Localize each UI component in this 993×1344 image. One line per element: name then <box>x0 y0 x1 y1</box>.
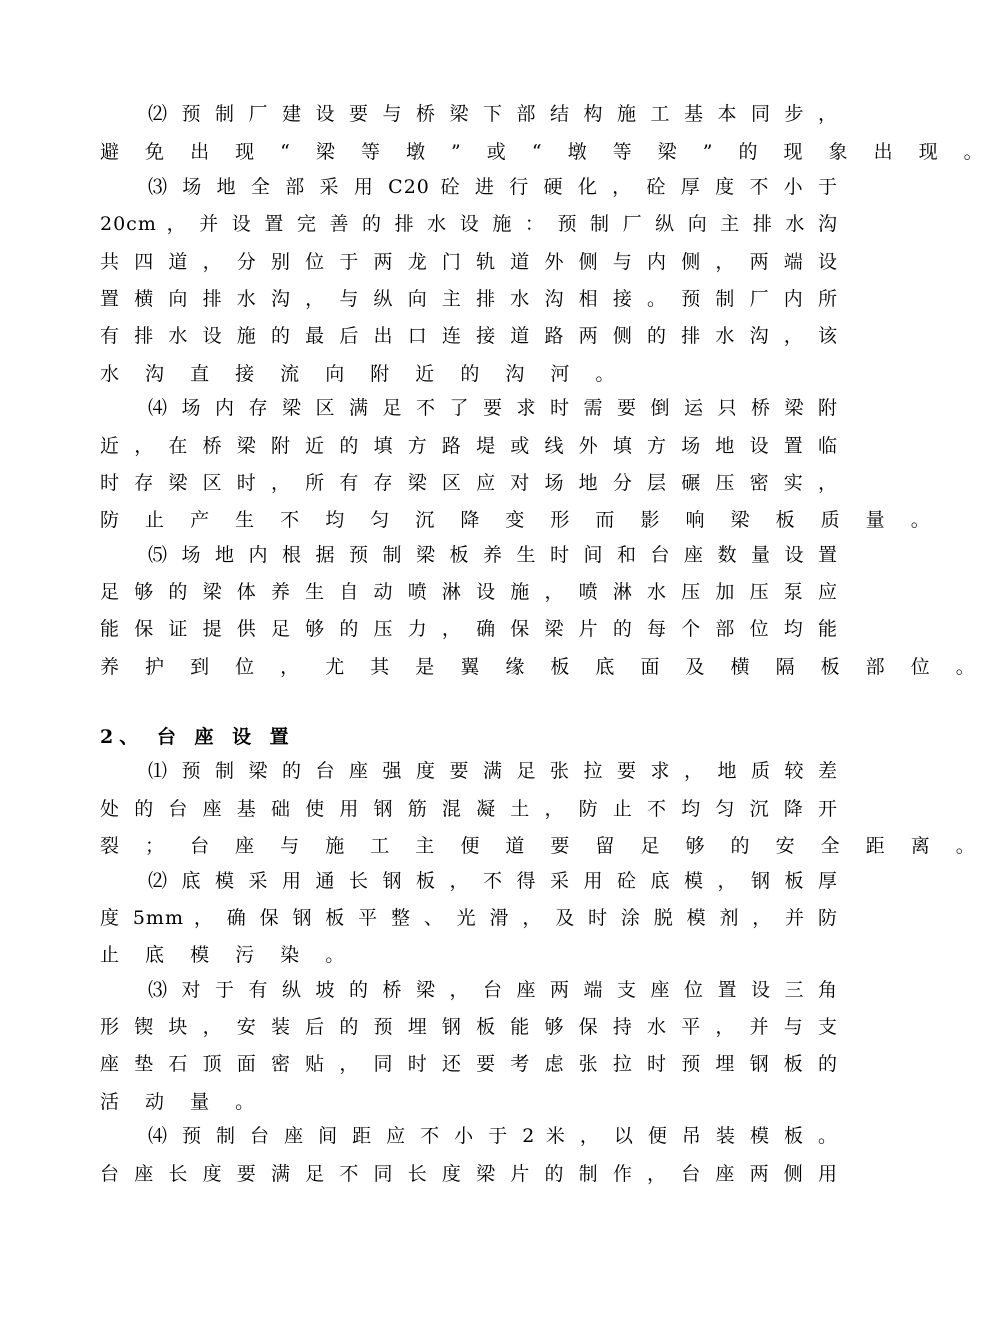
text-line: 止 底 模 污 染 。 <box>100 944 355 966</box>
text-line: 防 止 产 生 不 均 匀 沉 降 变 形 而 影 响 梁 板 质 量 。 <box>100 509 940 531</box>
text-line: ⑵ 预 制 厂 建 设 要 与 桥 梁 下 部 结 构 施 工 基 本 同 步 ， <box>148 103 838 125</box>
text-line: 有 排 水 设 施 的 最 后 出 口 连 接 道 路 两 侧 的 排 水 沟 ， 该 <box>100 325 838 347</box>
text-line: 养 护 到 位 ， 尤 其 是 翼 缘 板 底 面 及 横 隔 板 部 位 。 <box>100 656 985 678</box>
text-line: ⑷ 场 内 存 梁 区 满 足 不 了 要 求 时 需 要 倒 运 只 桥 梁 附 <box>148 397 838 419</box>
text-line: ⑶ 场 地 全 部 采 用 C20 砼 进 行 硬 化 ， 砼 厚 度 不 小 于 <box>148 176 838 198</box>
text-line: ⑸ 场 地 内 根 据 预 制 梁 板 养 生 时 间 和 台 座 数 量 设 置 <box>148 544 838 566</box>
text-line: 时 存 梁 区 时 ， 所 有 存 梁 区 应 对 场 地 分 层 碾 压 密 实 ， <box>100 472 838 494</box>
text-line: 形 锲 块 ， 安 装 后 的 预 埋 钢 板 能 够 保 持 水 平 ， 并 与 支 <box>100 1016 838 1038</box>
text-line: 近 ， 在 桥 梁 附 近 的 填 方 路 堤 或 线 外 填 方 场 地 设 置 临 <box>100 435 838 457</box>
text-line: 水 沟 直 接 流 向 附 近 的 沟 河 。 <box>100 363 625 385</box>
text-line: 台 座 长 度 要 满 足 不 同 长 度 梁 片 的 制 作 ， 台 座 两 侧 用 <box>100 1163 838 1185</box>
text-line: 足 够 的 梁 体 养 生 自 动 喷 淋 设 施 ， 喷 淋 水 压 加 压 泵 应 <box>100 581 838 603</box>
text-line: ⑷ 预 制 台 座 间 距 应 不 小 于 2 米 ， 以 便 吊 装 模 板 。 <box>148 1125 838 1147</box>
text-line: 度 5mm ， 确 保 钢 板 平 整 、 光 滑 ， 及 时 涂 脱 模 剂 ， 并 防 <box>100 907 838 929</box>
text-line: 置 横 向 排 水 沟 ， 与 纵 向 主 排 水 沟 相 接 。 预 制 厂 内 所 <box>100 288 838 310</box>
text-line: 处 的 台 座 基 础 使 用 钢 筋 混 凝 土 ， 防 止 不 均 匀 沉 降 开 <box>100 798 838 820</box>
text-line: 20cm ， 并 设 置 完 善 的 排 水 设 施 ： 预 制 厂 纵 向 主 排 水 沟 <box>100 213 838 235</box>
text-line: ⑴ 预 制 梁 的 台 座 强 度 要 满 足 张 拉 要 求 ， 地 质 较 差 <box>148 760 838 782</box>
text-line: ⑶ 对 于 有 纵 坡 的 桥 梁 ， 台 座 两 端 支 座 位 置 设 三 角 <box>148 979 838 1001</box>
text-line: 共 四 道 ， 分 别 位 于 两 龙 门 轨 道 外 侧 与 内 侧 ， 两 端 设 <box>100 251 838 273</box>
text-line: 活 动 量 。 <box>100 1091 265 1113</box>
section-heading: 2、 台 座 设 置 <box>100 726 295 748</box>
text-line: 能 保 证 提 供 足 够 的 压 力 ， 确 保 梁 片 的 每 个 部 位 均 能 <box>100 618 838 640</box>
text-line: 座 垫 石 顶 面 密 贴 ， 同 时 还 要 考 虑 张 拉 时 预 埋 钢 板 的 <box>100 1053 838 1075</box>
text-line: ⑵ 底 模 采 用 通 长 钢 板 ， 不 得 采 用 砼 底 模 ， 钢 板 厚 <box>148 870 838 892</box>
text-line: 裂 ； 台 座 与 施 工 主 便 道 要 留 足 够 的 安 全 距 离 。 <box>100 835 985 857</box>
text-line: 避 免 出 现 “ 梁 等 墩 ” 或 “ 墩 等 梁 ” 的 现 象 出 现 。 <box>100 141 993 163</box>
